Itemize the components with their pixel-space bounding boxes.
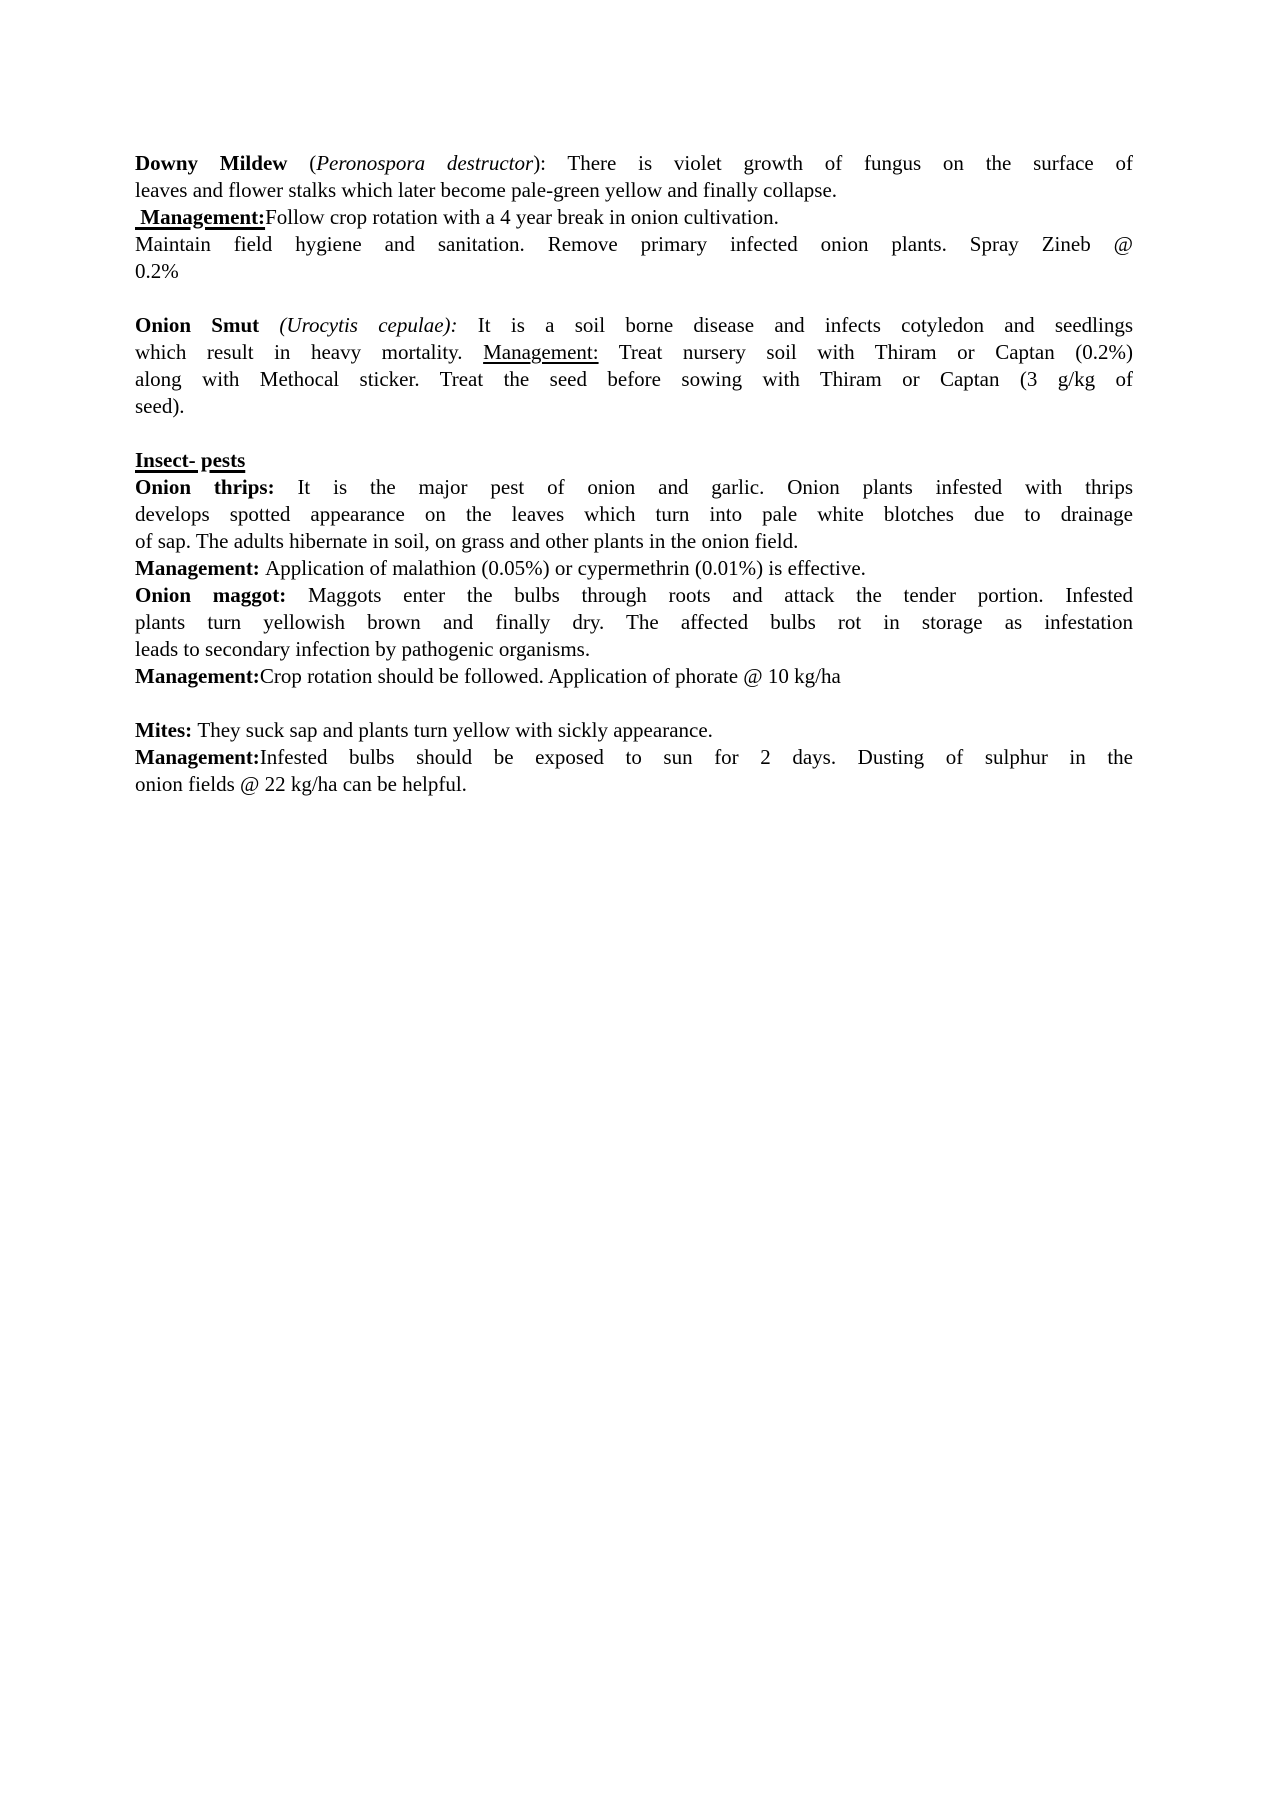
downy-mildew-paragraph-line-3 [135, 204, 1133, 231]
blank-line-1 [135, 285, 1133, 312]
onion-thrips-paragraph-line-8 [135, 663, 1133, 690]
onion-thrips-paragraph-run: Crop rotation should be followed. Application of phorate @ 10 kg/ha [259, 664, 841, 688]
downy-mildew-paragraph-run: ( [309, 151, 317, 175]
onion-thrips-paragraph-line-2 [135, 501, 1133, 528]
onion-thrips-paragraph-run: Management: [135, 664, 260, 688]
onion-smut-paragraph-line-3 [135, 366, 1133, 393]
onion-thrips-paragraph-run: of sap. The adults hibernate in soil, on grass and other plants in the onion field. [135, 529, 799, 553]
onion-thrips-paragraph-line-3 [135, 528, 1133, 555]
mites-paragraph-run: They suck sap and plants turn yellow with sickly appearance. [197, 718, 713, 742]
onion-thrips-paragraph-run: Maggots enter the bulbs through roots and attack the tender portion. Infested [307, 583, 1133, 607]
onion-smut-paragraph-line-4 [135, 393, 1133, 420]
insect-pests-heading-line-1 [135, 447, 1133, 474]
downy-mildew-paragraph-run: Maintain field hygiene and sanitation. Remove primary infected onion plants. Spray Zineb @ [135, 232, 1133, 256]
mites-paragraph-run: Infested bulbs should be exposed to sun for 2 days. Dusting of sulphur in the [259, 745, 1133, 769]
onion-smut-paragraph-run: which result in heavy mortality. [135, 340, 484, 364]
downy-mildew-paragraph-run: Downy Mildew [135, 151, 310, 175]
downy-mildew-paragraph-run: 0.2% [135, 259, 179, 283]
insect-pests-heading-run: Insect- pests [135, 448, 246, 472]
downy-mildew-paragraph-line-4 [135, 231, 1133, 258]
onion-thrips-paragraph-run: Application of malathion (0.05%) or cypermethrin (0.01%) is effective. [265, 556, 866, 580]
onion-thrips-paragraph-line-5 [135, 582, 1133, 609]
downy-mildew-paragraph-run: Follow crop rotation with a 4 year break in onion cultivation. [265, 205, 779, 229]
downy-mildew-paragraph-run: Management: [135, 205, 266, 229]
onion-smut-paragraph-line-1 [135, 312, 1133, 339]
mites-paragraph-line-3 [135, 771, 1133, 798]
onion-thrips-paragraph-run: plants turn yellowish brown and finally dry. The affected bulbs rot in storage as infestation [135, 610, 1133, 634]
onion-smut-paragraph-run: along with Methocal sticker. Treat the seed before sowing with Thiram or Captan (3 g/kg of [135, 367, 1133, 391]
onion-smut-paragraph-run: It is a soil borne disease and infects cotyledon and seedlings [477, 313, 1133, 337]
onion-thrips-paragraph-line-1 [135, 474, 1133, 501]
mites-paragraph-line-2 [135, 744, 1133, 771]
mites-paragraph-line-1 [135, 717, 1133, 744]
blank-line-3 [135, 690, 1133, 717]
downy-mildew-paragraph-line-1 [135, 150, 1133, 177]
onion-thrips-paragraph-line-4 [135, 555, 1133, 582]
onion-thrips-paragraph-run: develops spotted appearance on the leaves which turn into pale white blotches due to drainage [135, 502, 1133, 526]
downy-mildew-paragraph-run: leaves and flower stalks which later become pale-green yellow and finally collapse. [135, 178, 838, 202]
downy-mildew-paragraph-run: ): There is violet growth of fungus on the surface of [533, 151, 1133, 175]
onion-smut-paragraph-line-2 [135, 339, 1133, 366]
downy-mildew-paragraph-line-2 [135, 177, 1133, 204]
downy-mildew-paragraph-line-5 [135, 258, 1133, 285]
onion-smut-paragraph-run: Treat nursery soil with Thiram or Captan (0.2%) [598, 340, 1133, 364]
downy-mildew-paragraph-run: Peronospora destructor [316, 151, 534, 175]
onion-smut-paragraph-run: seed). [135, 394, 185, 418]
onion-thrips-paragraph-line-7 [135, 636, 1133, 663]
onion-thrips-paragraph-run: It is the major pest of onion and garlic. Onion plants infested with thrips [297, 475, 1134, 499]
mites-paragraph-run: Management: [135, 745, 260, 769]
onion-thrips-paragraph-run: Onion thrips: [135, 475, 298, 499]
onion-thrips-paragraph-run: Onion maggot: [135, 583, 308, 607]
onion-thrips-paragraph-run: Management: [135, 556, 266, 580]
onion-smut-paragraph-run: Management: [483, 340, 599, 364]
onion-smut-paragraph-run: Onion Smut [135, 313, 280, 337]
mites-paragraph-run: Mites: [135, 718, 198, 742]
document-body [135, 150, 1133, 798]
blank-line-2 [135, 420, 1133, 447]
onion-smut-paragraph-run: (Urocytis cepulae): [279, 313, 478, 337]
mites-paragraph-run: onion fields @ 22 kg/ha can be helpful. [135, 772, 467, 796]
onion-thrips-paragraph-line-6 [135, 609, 1133, 636]
onion-thrips-paragraph-run: leads to secondary infection by pathogenic organisms. [135, 637, 591, 661]
